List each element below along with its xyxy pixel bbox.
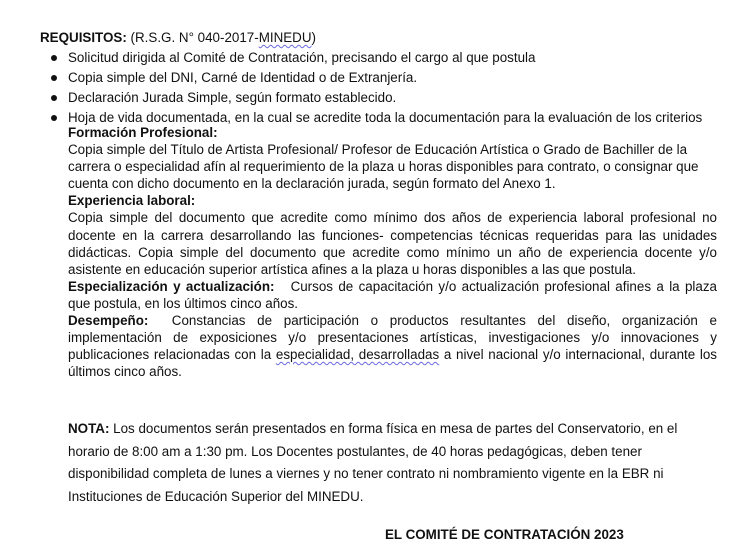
- desempeno-text-end: a nivel nacional y/o internacional, durante los últimos cinco años.: [68, 347, 718, 380]
- experiencia-heading: Experiencia laboral:: [68, 193, 196, 209]
- resolution-org: MINEDU: [258, 30, 312, 45]
- formacion-block: [68, 124, 717, 192]
- especializacion-text: Cursos de capacitación y/o actualización profesional afines a la plaza que postula, en los últimos cinco años.: [68, 278, 717, 311]
- signature: EL COMITÉ DE CONTRATACIÓN 2023: [385, 527, 624, 542]
- list-item: Copia simple del DNI, Carné de Identidad o de Extranjería.: [50, 68, 722, 88]
- list-item: Hoja de vida documentada, en la cual se acredite toda la documentación para la evaluación de los criterios: [50, 108, 722, 128]
- desempeno-heading: Desempeño:: [68, 313, 149, 329]
- requisitos-label: REQUISITOS:: [40, 30, 127, 45]
- formacion-heading: Formación Profesional:: [68, 125, 218, 140]
- nota-section: [68, 418, 717, 508]
- nota-label: NOTA:: [68, 421, 110, 436]
- experiencia-text: Copia simple del documento que acredite como mínimo dos años de experiencia laboral profesional no docente en la carrera desarrollando las funciones- competencias técnicas requeridas para las unidades didácticas. Copia simple del documento que acredite como mínimo un año de experiencia docente y/o asistente en educación superior artística afines a la plaza u horas disponibles a las que postula.: [68, 210, 717, 277]
- desempeno-text-marked: especialidad, desarrolladas: [275, 347, 440, 363]
- list-item: Solicitud dirigida al Comité de Contratación, precisando el cargo al que postula: [50, 48, 722, 68]
- resolution-prefix: (R.S.G. N° 040-2017-: [130, 30, 259, 45]
- requisitos-heading: [40, 29, 316, 46]
- desempeno-text-start: Constancias de participación o productos resultantes del diseño, organización e implementación de exposiciones y/o presentaciones artísticas, investigaciones y/o innovaciones y publicaciones relacionadas con la: [68, 313, 717, 363]
- list-item: Declaración Jurada Simple, según formato establecido.: [50, 88, 722, 108]
- nota-text: Los documentos serán presentados en forma física en mesa de partes del Conservatorio, en el horario de 8:00 am a 1:30 pm. Los Docentes postulantes, de 40 horas pedagógicas, deben tener disponibilidad completa de lunes a viernes y no tener contrato ni nombramiento vigente en la EBR ni Instituciones de Educación Superior del MINEDU.: [68, 421, 678, 504]
- criteria-section: [68, 124, 717, 380]
- formacion-text: Copia simple del Título de Artista Profesional/ Profesor de Educación Artística o Grado de Bachiller de la carrera o especialidad afín al requerimiento de la plaza u horas disponibles para contrato, o consignar que cuenta con dicho documento en la declaración jurada, según formato del Anexo 1.: [68, 142, 699, 192]
- especializacion-block: [68, 278, 717, 312]
- requirements-list: [50, 48, 722, 128]
- resolution-suffix: ): [311, 30, 316, 45]
- desempeno-block: [68, 312, 717, 380]
- especializacion-heading: Especialización y actualización:: [68, 278, 275, 294]
- experiencia-block: [68, 192, 717, 277]
